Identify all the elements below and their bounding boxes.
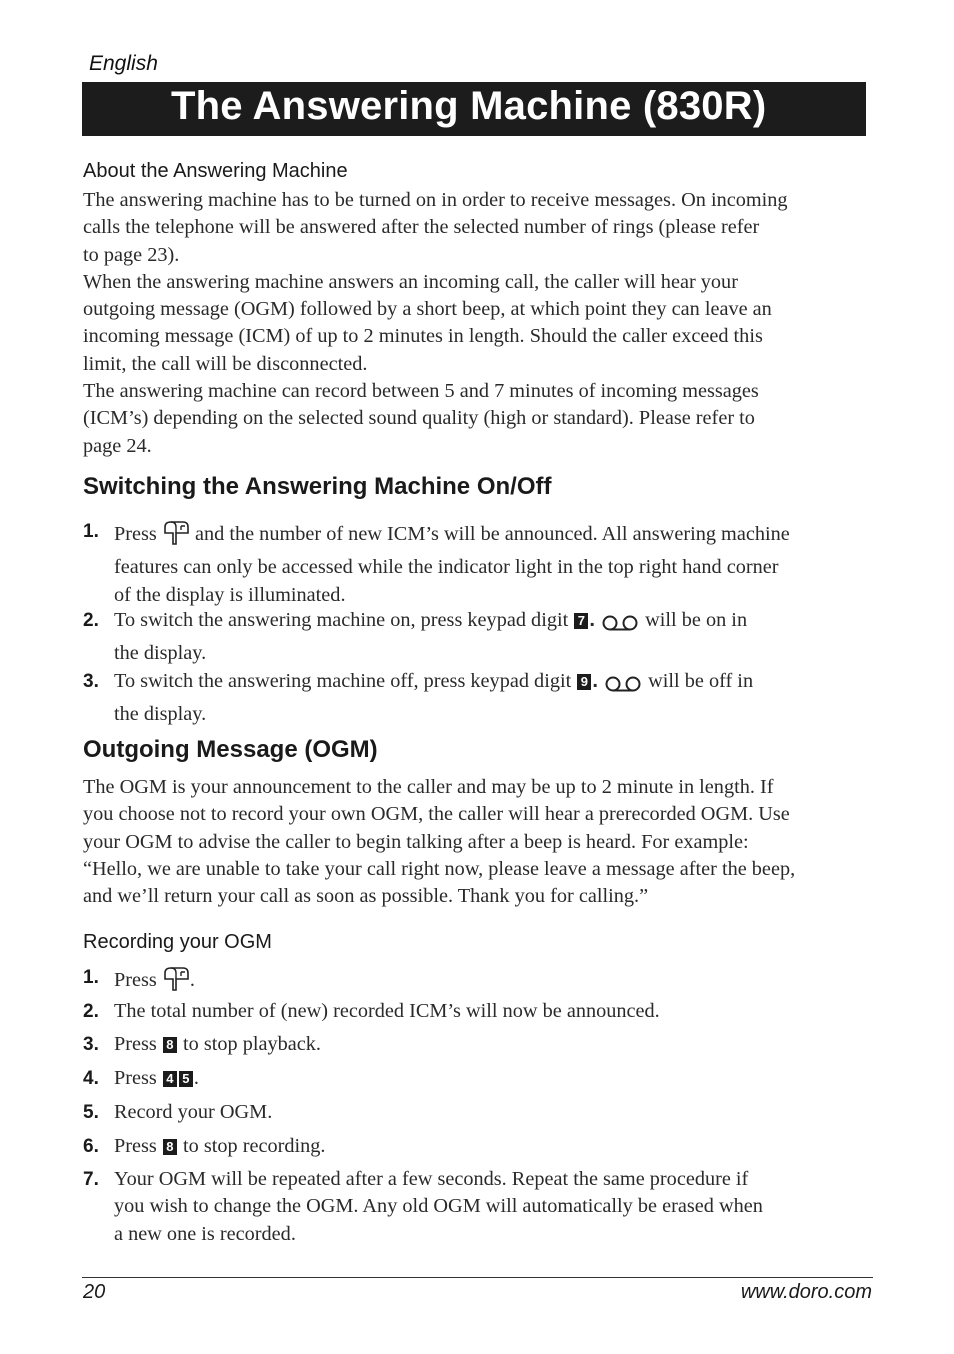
step-text: features can only be accessed while the indicator light in the top right hand corner: [114, 556, 779, 579]
step-text: Press: [114, 1135, 157, 1157]
switching-step-1: [83, 518, 873, 609]
mailbox-icon: [162, 518, 190, 554]
recording-step-3: [83, 1031, 873, 1058]
about-paragraph: [83, 187, 873, 460]
switching-step-3: 3. To switch the answering machine off, press keypad digit 9 . will be off in the display.: [83, 668, 873, 729]
ogm-line: “Hello, we are unable to take your call right now, please leave a message after the beep,: [83, 857, 796, 880]
step-text: Record your OGM.: [114, 1101, 273, 1123]
about-line: The answering machine has to be turned on in order to receive messages. On incoming: [83, 189, 788, 211]
step-number: 5.: [83, 1102, 99, 1123]
step-text: Your OGM will be repeated after a few seconds. Repeat the same procedure if: [114, 1168, 749, 1190]
page-title: The Answering Machine (830R): [171, 84, 767, 128]
recording-step-4: [83, 1065, 873, 1092]
switching-step-2: 2. To switch the answering machine on, press keypad digit 7 . will be on in the display.: [83, 607, 873, 668]
about-heading: About the Answering Machine: [83, 160, 348, 182]
step-text: Press: [114, 969, 157, 991]
switching-heading: Switching the Answering Machine On/Off: [83, 473, 552, 500]
recording-step-2: [83, 998, 873, 1025]
about-line: page 24.: [83, 434, 152, 457]
about-line: The answering machine can record between 5 and 7 minutes of incoming messages: [83, 380, 759, 403]
step-text: The total number of (new) recorded ICM’s will now be announced.: [114, 1000, 660, 1022]
page-number: 20: [83, 1281, 106, 1303]
about-line: limit, the call will be disconnected.: [83, 352, 368, 375]
ogm-paragraph: [83, 774, 873, 910]
cassette-tape-icon: [600, 613, 640, 640]
step-number: 7.: [83, 1169, 99, 1190]
about-line: (ICM’s) depending on the selected sound quality (high or standard). Please refer to: [83, 407, 755, 430]
step-text: .: [193, 1067, 199, 1089]
recording-step-7: [83, 1166, 873, 1248]
about-line: calls the telephone will be answered after the selected number of rings (please refer: [83, 216, 760, 239]
step-text: a new one is recorded.: [114, 1222, 296, 1245]
ogm-line: you choose not to record your own OGM, the caller will hear a prerecorded OGM. Use: [83, 803, 790, 826]
about-line: outgoing message (OGM) followed by a short beep, at which point they can leave an: [83, 298, 772, 321]
about-line: When the answering machine answers an incoming call, the caller will hear your: [83, 270, 738, 293]
step-text: will be off in: [648, 670, 754, 692]
step-text: Press: [114, 1033, 157, 1055]
step-text: you wish to change the OGM. Any old OGM will automatically be erased when: [114, 1195, 763, 1218]
footer-divider: [82, 1277, 873, 1278]
language-label: English: [89, 52, 158, 75]
step-text: To switch the answering machine on, press keypad digit: [114, 609, 569, 631]
recording-heading: Recording your OGM: [83, 931, 272, 953]
keypad-key: 8: [163, 1037, 177, 1053]
step-text: To switch the answering machine off, press keypad digit: [114, 670, 572, 692]
keypad-key: 9: [577, 674, 591, 690]
step-text: of the display is illuminated.: [114, 583, 346, 606]
recording-step-6: [83, 1133, 873, 1160]
keypad-key: 8: [163, 1139, 177, 1155]
step-text: to stop recording.: [182, 1135, 326, 1157]
step-number: 2.: [83, 610, 99, 631]
keypad-key: 5: [179, 1071, 193, 1087]
step-number: 3.: [83, 1034, 99, 1055]
title-bar: [82, 82, 866, 136]
step-text: to stop playback.: [182, 1033, 321, 1055]
step-text: the display.: [114, 703, 207, 726]
step-text: Press: [114, 1067, 157, 1089]
step-text: Press: [114, 523, 157, 545]
step-number: 2.: [83, 1001, 99, 1022]
step-text: will be on in: [645, 609, 748, 631]
step-number: 1.: [83, 967, 99, 988]
recording-step-1: [83, 964, 873, 1000]
keypad-key: 7: [574, 613, 588, 629]
step-text: and the number of new ICM’s will be announced. All answering machine: [194, 523, 790, 545]
website-link[interactable]: www.doro.com: [740, 1281, 872, 1303]
ogm-line: The OGM is your announcement to the caller and may be up to 2 minute in length. If: [83, 776, 774, 798]
cassette-tape-icon: [603, 674, 643, 701]
step-text: the display.: [114, 642, 207, 665]
mailbox-icon: [162, 964, 190, 1000]
recording-step-5: [83, 1099, 873, 1126]
step-number: 6.: [83, 1136, 99, 1157]
step-number: 4.: [83, 1068, 99, 1089]
step-number: 3.: [83, 671, 99, 692]
step-number: 1.: [83, 521, 99, 542]
ogm-line: and we’ll return your call as soon as possible. Thank you for calling.”: [83, 885, 649, 908]
about-line: incoming message (ICM) of up to 2 minutes in length. Should the caller exceed this: [83, 325, 763, 348]
about-line: to page 23).: [83, 243, 180, 266]
step-text: .: [189, 969, 195, 991]
ogm-line: your OGM to advise the caller to begin talking after a beep is heard. For example:: [83, 830, 749, 853]
keypad-key: 4: [163, 1071, 177, 1087]
ogm-heading: Outgoing Message (OGM): [83, 736, 378, 763]
